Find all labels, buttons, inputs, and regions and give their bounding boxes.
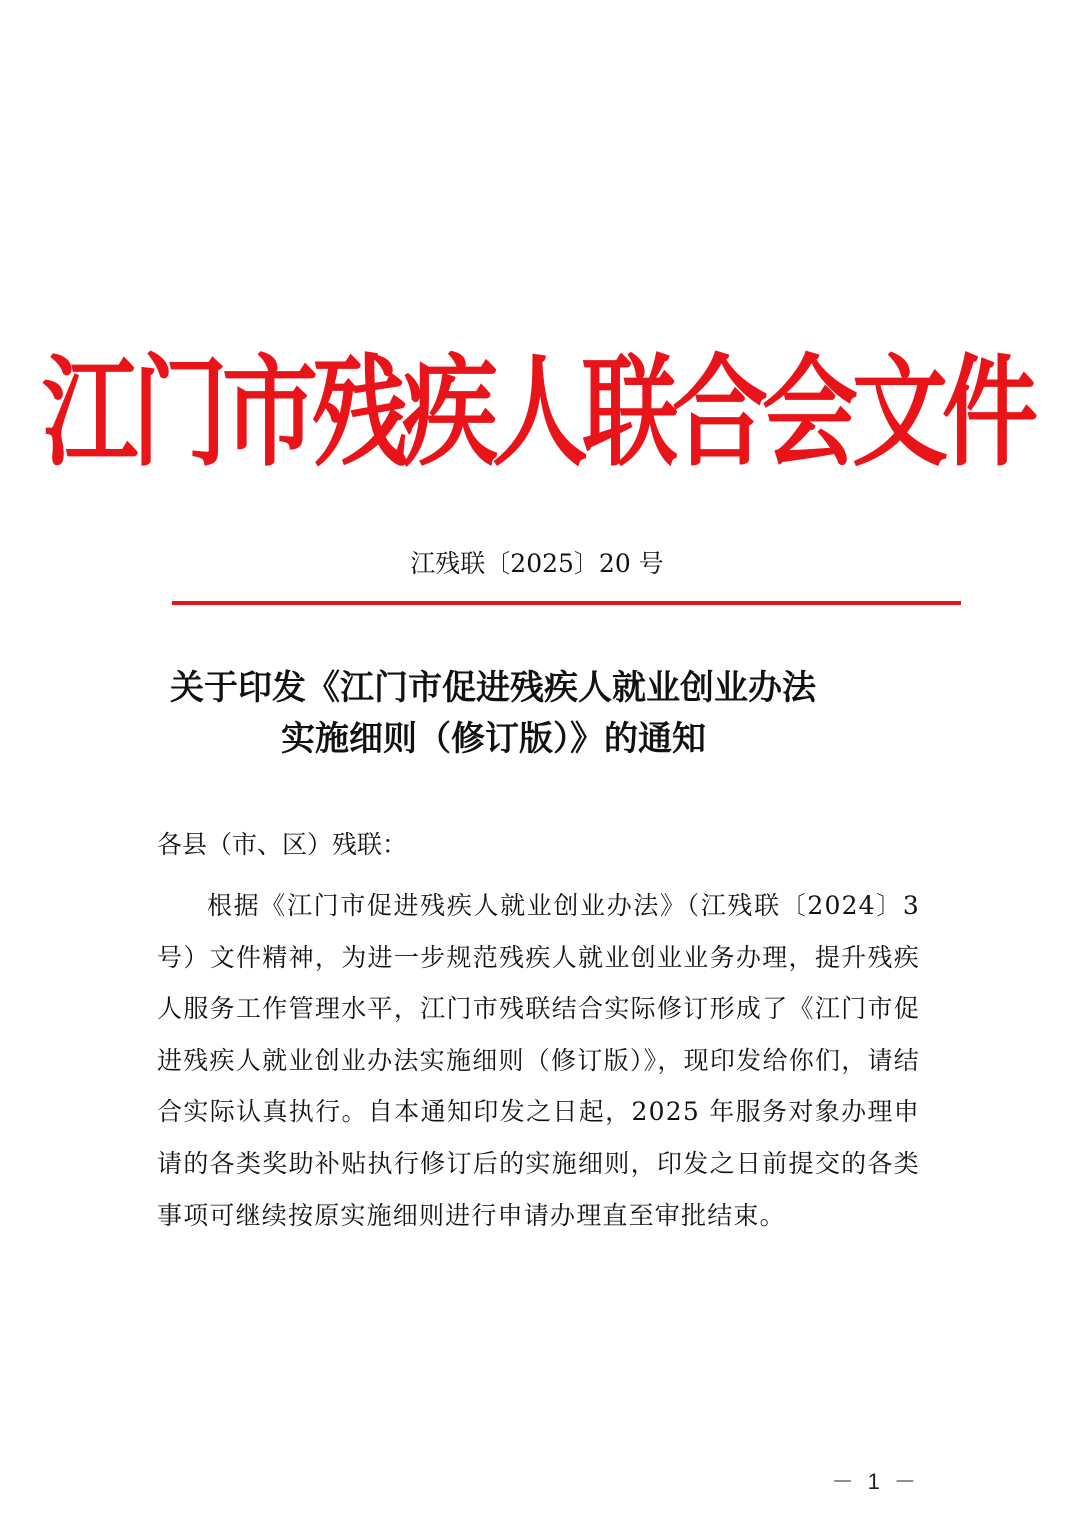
red-divider-rule [172,601,961,605]
notice-title-line-1: 关于印发《江门市促进残疾人就业创业办法 [170,668,816,708]
page-number: － 1 － [831,1469,920,1494]
body-paragraph: 根据《江门市促进残疾人就业创业办法》（江残联〔2024〕3号）文件精神，为进一步规范残疾人就业创业业务办理，提升残疾人服务工作管理水平，江门市残联结合实际修订形成了《江门市促进残疾人就业创业办法实施细则（修订版）》，现印发给你们，请结合实际认真执行。自本通知印发之日起，2025 年服务对象办理申请的各类奖助补贴执行修订后的实施细则，印发之日前提交的各类事项可继续按原实施细则进行申请办理直至审批结束。 [157,891,920,1230]
notice-title-line-2: 实施细则（修订版）》的通知 [281,719,706,759]
document-number: 江残联〔2025〕20 号 [410,549,664,578]
salutation: 各县（市、区）残联： [157,830,408,859]
masthead-title: 江门市残疾人联合会文件 [42,341,1032,483]
